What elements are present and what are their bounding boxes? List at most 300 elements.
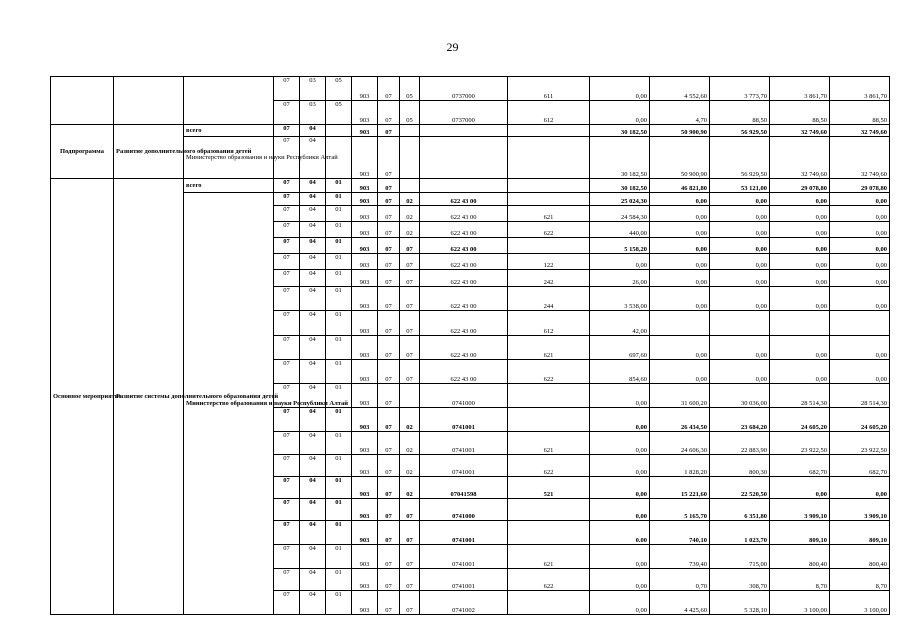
- code-cell: 07: [378, 360, 400, 384]
- amount-cell: 0,00: [770, 477, 830, 499]
- amount-cell: 3 100,00: [770, 591, 830, 615]
- amount-cell: 23 922,50: [830, 432, 890, 455]
- code-cell: 05: [400, 77, 420, 101]
- amount-cell: 0,00: [770, 336, 830, 360]
- amount-cell: [770, 311, 830, 336]
- code-cell: 04: [300, 455, 326, 477]
- code-cell: 0737000: [420, 77, 508, 101]
- code-cell: 612: [508, 311, 590, 336]
- code-cell: 07: [274, 545, 300, 569]
- code-cell: 903: [352, 408, 378, 432]
- code-cell: 07: [378, 287, 400, 311]
- code-cell: 0741001: [420, 432, 508, 455]
- amount-cell: 0,00: [830, 270, 890, 287]
- code-cell: [508, 499, 590, 521]
- code-cell: 04: [300, 569, 326, 591]
- code-cell: [420, 179, 508, 193]
- code-cell: 07: [378, 101, 400, 125]
- amount-cell: 0,00: [650, 206, 710, 222]
- code-cell: 0741002: [420, 591, 508, 615]
- code-cell: 07: [378, 222, 400, 238]
- amount-cell: 0,00: [770, 287, 830, 311]
- code-cell: 04: [300, 360, 326, 384]
- code-cell: 04: [300, 206, 326, 222]
- code-cell: 903: [352, 432, 378, 455]
- amount-cell: 682,70: [830, 455, 890, 477]
- code-cell: 622 43 00: [420, 222, 508, 238]
- amount-cell: 5 165,70: [650, 499, 710, 521]
- code-cell: 07: [274, 499, 300, 521]
- code-cell: 07: [378, 432, 400, 455]
- code-cell: [420, 125, 508, 137]
- code-cell: 903: [352, 455, 378, 477]
- code-cell: 07: [274, 179, 300, 193]
- code-cell: 622: [508, 222, 590, 238]
- code-cell: 07: [274, 125, 300, 137]
- code-cell: 01: [326, 521, 352, 545]
- code-cell: 04: [300, 336, 326, 360]
- code-cell: 04: [300, 238, 326, 254]
- amount-cell: 0,00: [830, 254, 890, 270]
- amount-cell: 740,10: [650, 521, 710, 545]
- code-cell: 01: [326, 311, 352, 336]
- amount-cell: [830, 311, 890, 336]
- amount-cell: 15 221,60: [650, 477, 710, 499]
- amount-cell: 0,00: [710, 193, 770, 206]
- code-cell: 612: [508, 101, 590, 125]
- code-cell: 07: [378, 311, 400, 336]
- code-cell: 07041598: [420, 477, 508, 499]
- code-cell: 02: [400, 455, 420, 477]
- code-cell: 622 43 00: [420, 336, 508, 360]
- amount-cell: 0,00: [650, 254, 710, 270]
- code-cell: 07: [274, 521, 300, 545]
- code-cell: 02: [400, 408, 420, 432]
- amount-cell: 0,00: [590, 591, 650, 615]
- code-cell: 07: [274, 238, 300, 254]
- code-cell: 02: [400, 222, 420, 238]
- code-cell: 01: [326, 432, 352, 455]
- code-cell: 07: [378, 336, 400, 360]
- amount-cell: 3 861,70: [830, 77, 890, 101]
- code-cell: 903: [352, 360, 378, 384]
- amount-cell: 0,00: [590, 477, 650, 499]
- code-cell: 07: [400, 569, 420, 591]
- amount-cell: 88,50: [830, 101, 890, 125]
- code-cell: 04: [300, 193, 326, 206]
- amount-cell: 0,00: [770, 270, 830, 287]
- code-cell: 07: [400, 311, 420, 336]
- code-cell: 04: [300, 222, 326, 238]
- code-cell: 01: [326, 499, 352, 521]
- amount-cell: 715,00: [710, 545, 770, 569]
- amount-cell: 0,00: [590, 408, 650, 432]
- ministry-label: Министерство образования и науки Республики Алтай: [184, 193, 274, 615]
- code-cell: 04: [300, 179, 326, 193]
- code-cell: 04: [300, 254, 326, 270]
- row-header-blank: [114, 77, 184, 125]
- code-cell: 07: [274, 77, 300, 101]
- amount-cell: [650, 311, 710, 336]
- amount-cell: 0,00: [590, 569, 650, 591]
- amount-cell: 31 600,20: [650, 384, 710, 408]
- code-cell: [326, 125, 352, 137]
- code-cell: 07: [400, 254, 420, 270]
- code-cell: [508, 408, 590, 432]
- code-cell: 07: [274, 432, 300, 455]
- amount-cell: 4,70: [650, 101, 710, 125]
- amount-cell: 23 684,20: [710, 408, 770, 432]
- code-cell: 903: [352, 545, 378, 569]
- amount-cell: 809,10: [830, 521, 890, 545]
- code-cell: 07: [274, 311, 300, 336]
- code-cell: 903: [352, 521, 378, 545]
- code-cell: 903: [352, 222, 378, 238]
- code-cell: 622: [508, 569, 590, 591]
- code-cell: [420, 137, 508, 179]
- code-cell: 622 43 00: [420, 287, 508, 311]
- code-cell: 01: [326, 287, 352, 311]
- amount-cell: 0,00: [590, 254, 650, 270]
- code-cell: 903: [352, 193, 378, 206]
- code-cell: [400, 179, 420, 193]
- amount-cell: 0,00: [770, 222, 830, 238]
- code-cell: 07: [378, 499, 400, 521]
- amount-cell: 3 909,10: [770, 499, 830, 521]
- code-cell: 01: [326, 384, 352, 408]
- code-cell: 621: [508, 336, 590, 360]
- amount-cell: 42,00: [590, 311, 650, 336]
- code-cell: 903: [352, 569, 378, 591]
- code-cell: 02: [400, 432, 420, 455]
- amount-cell: 0,00: [830, 477, 890, 499]
- row-header-blank: [184, 77, 274, 125]
- code-cell: 07: [400, 545, 420, 569]
- code-cell: 07: [274, 360, 300, 384]
- amount-cell: 0,00: [770, 254, 830, 270]
- code-cell: 122: [508, 254, 590, 270]
- code-cell: 07: [274, 287, 300, 311]
- code-cell: 903: [352, 270, 378, 287]
- amount-cell: 0,00: [710, 270, 770, 287]
- amount-cell: 24 584,30: [590, 206, 650, 222]
- amount-cell: 88,50: [710, 101, 770, 125]
- code-cell: 04: [300, 270, 326, 287]
- code-cell: 04: [300, 137, 326, 179]
- code-cell: 07: [378, 125, 400, 137]
- amount-cell: 23 922,50: [770, 432, 830, 455]
- code-cell: 521: [508, 477, 590, 499]
- code-cell: 07: [378, 455, 400, 477]
- code-cell: 01: [326, 569, 352, 591]
- amount-cell: 30 182,50: [590, 137, 650, 179]
- amount-cell: 29 078,80: [830, 179, 890, 193]
- code-cell: 07: [378, 254, 400, 270]
- amount-cell: 32 749,60: [830, 137, 890, 179]
- table-row: [51, 77, 890, 101]
- amount-cell: 0,00: [830, 360, 890, 384]
- code-cell: 903: [352, 311, 378, 336]
- code-cell: [508, 521, 590, 545]
- amount-cell: 50 900,90: [650, 137, 710, 179]
- amount-cell: 809,10: [770, 521, 830, 545]
- code-cell: 04: [300, 125, 326, 137]
- amount-cell: 0,00: [590, 545, 650, 569]
- amount-cell: 24 605,20: [770, 408, 830, 432]
- code-cell: 244: [508, 287, 590, 311]
- amount-cell: 0,00: [590, 499, 650, 521]
- amount-cell: 739,40: [650, 545, 710, 569]
- code-cell: 07: [400, 360, 420, 384]
- code-cell: 01: [326, 222, 352, 238]
- code-cell: 07: [378, 77, 400, 101]
- amount-cell: 0,00: [650, 336, 710, 360]
- code-cell: 01: [326, 591, 352, 615]
- code-cell: 0741001: [420, 569, 508, 591]
- code-cell: 07: [274, 569, 300, 591]
- amount-cell: 0,00: [590, 455, 650, 477]
- code-cell: 07: [400, 521, 420, 545]
- code-cell: 07: [378, 384, 400, 408]
- code-cell: 01: [326, 408, 352, 432]
- amount-cell: 0,00: [770, 193, 830, 206]
- code-cell: 903: [352, 287, 378, 311]
- amount-cell: 4 552,60: [650, 77, 710, 101]
- code-cell: 04: [300, 545, 326, 569]
- code-cell: 01: [326, 254, 352, 270]
- code-cell: 903: [352, 254, 378, 270]
- code-cell: 0741001: [420, 455, 508, 477]
- code-cell: 04: [300, 408, 326, 432]
- amount-cell: 28 514,30: [770, 384, 830, 408]
- total-label: всего: [184, 179, 274, 193]
- amount-cell: 25 024,30: [590, 193, 650, 206]
- code-cell: 07: [274, 193, 300, 206]
- amount-cell: 0,00: [710, 238, 770, 254]
- code-cell: 07: [400, 238, 420, 254]
- code-cell: 903: [352, 384, 378, 408]
- code-cell: 07: [400, 499, 420, 521]
- amount-cell: 0,00: [650, 287, 710, 311]
- code-cell: 01: [326, 455, 352, 477]
- code-cell: 03: [300, 77, 326, 101]
- main-event-label: Основное мероприятие: [51, 179, 114, 615]
- amount-cell: 0,00: [830, 206, 890, 222]
- code-cell: 07: [400, 336, 420, 360]
- amount-cell: 3 909,10: [830, 499, 890, 521]
- code-cell: 02: [400, 206, 420, 222]
- amount-cell: 0,00: [830, 287, 890, 311]
- code-cell: 07: [378, 238, 400, 254]
- code-cell: 04: [300, 591, 326, 615]
- amount-cell: 5 158,20: [590, 238, 650, 254]
- code-cell: 07: [400, 591, 420, 615]
- amount-cell: 6 351,80: [710, 499, 770, 521]
- code-cell: 07: [274, 384, 300, 408]
- code-cell: 621: [508, 432, 590, 455]
- code-cell: 01: [326, 336, 352, 360]
- code-cell: 01: [326, 238, 352, 254]
- code-cell: 07: [274, 206, 300, 222]
- code-cell: 0737000: [420, 101, 508, 125]
- amount-cell: 800,40: [830, 545, 890, 569]
- code-cell: 621: [508, 545, 590, 569]
- amount-cell: 32 749,60: [770, 137, 830, 179]
- amount-cell: 8,70: [770, 569, 830, 591]
- amount-cell: 88,50: [770, 101, 830, 125]
- code-cell: 0741001: [420, 545, 508, 569]
- amount-cell: 697,60: [590, 336, 650, 360]
- code-cell: 07: [378, 137, 400, 179]
- code-cell: 07: [378, 591, 400, 615]
- amount-cell: 0,00: [590, 77, 650, 101]
- code-cell: 242: [508, 270, 590, 287]
- table-row: [51, 125, 890, 137]
- code-cell: 07: [400, 270, 420, 287]
- code-cell: [508, 125, 590, 137]
- amount-cell: 4 425,60: [650, 591, 710, 615]
- code-cell: 07: [378, 270, 400, 287]
- code-cell: 0741001: [420, 521, 508, 545]
- code-cell: [508, 384, 590, 408]
- amount-cell: [710, 311, 770, 336]
- code-cell: [400, 384, 420, 408]
- amount-cell: 0,00: [590, 432, 650, 455]
- subprogram-label: Подпрограмма: [51, 125, 114, 179]
- amount-cell: 56 929,50: [710, 125, 770, 137]
- amount-cell: 3 773,70: [710, 77, 770, 101]
- amount-cell: 26 434,50: [650, 408, 710, 432]
- code-cell: 07: [378, 521, 400, 545]
- amount-cell: 56 929,50: [710, 137, 770, 179]
- amount-cell: 28 514,30: [830, 384, 890, 408]
- code-cell: 622 43 00: [420, 206, 508, 222]
- code-cell: 01: [326, 270, 352, 287]
- amount-cell: 440,00: [590, 222, 650, 238]
- amount-cell: 8,70: [830, 569, 890, 591]
- code-cell: 903: [352, 591, 378, 615]
- code-cell: 903: [352, 499, 378, 521]
- amount-cell: 0,00: [590, 101, 650, 125]
- code-cell: 903: [352, 137, 378, 179]
- code-cell: 07: [378, 545, 400, 569]
- amount-cell: 308,70: [710, 569, 770, 591]
- code-cell: 07: [274, 101, 300, 125]
- code-cell: 07: [378, 179, 400, 193]
- code-cell: 02: [400, 477, 420, 499]
- code-cell: 903: [352, 206, 378, 222]
- code-cell: 01: [326, 179, 352, 193]
- amount-cell: 0,00: [650, 270, 710, 287]
- code-cell: 05: [326, 77, 352, 101]
- amount-cell: 29 078,80: [770, 179, 830, 193]
- code-cell: 07: [274, 270, 300, 287]
- code-cell: 07: [274, 591, 300, 615]
- page-number: 29: [446, 40, 459, 54]
- amount-cell: 30 182,50: [590, 179, 650, 193]
- code-cell: 622: [508, 360, 590, 384]
- code-cell: 903: [352, 125, 378, 137]
- amount-cell: 0,00: [710, 222, 770, 238]
- amount-cell: 3 861,70: [770, 77, 830, 101]
- amount-cell: 0,00: [830, 336, 890, 360]
- code-cell: 01: [326, 206, 352, 222]
- amount-cell: 22 883,90: [710, 432, 770, 455]
- amount-cell: 682,70: [770, 455, 830, 477]
- amount-cell: 0,00: [650, 222, 710, 238]
- amount-cell: 32 749,60: [770, 125, 830, 137]
- code-cell: [508, 591, 590, 615]
- code-cell: 01: [326, 193, 352, 206]
- code-cell: 07: [400, 287, 420, 311]
- amount-cell: 46 821,80: [650, 179, 710, 193]
- code-cell: 622 43 00: [420, 311, 508, 336]
- amount-cell: 24 605,20: [830, 408, 890, 432]
- code-cell: 01: [326, 360, 352, 384]
- amount-cell: 800,30: [710, 455, 770, 477]
- amount-cell: 50 900,90: [650, 125, 710, 137]
- subprogram-name: Развитие дополнительного образования детей: [114, 125, 184, 179]
- amount-cell: 0,00: [710, 254, 770, 270]
- amount-cell: 0,00: [710, 206, 770, 222]
- code-cell: 07: [378, 193, 400, 206]
- amount-cell: 0,00: [830, 193, 890, 206]
- amount-cell: 5 328,10: [710, 591, 770, 615]
- code-cell: [400, 137, 420, 179]
- budget-table: [50, 76, 890, 615]
- code-cell: 622 43 00: [420, 270, 508, 287]
- amount-cell: 26,00: [590, 270, 650, 287]
- code-cell: 04: [300, 477, 326, 499]
- amount-cell: 0,00: [650, 193, 710, 206]
- code-cell: [508, 238, 590, 254]
- code-cell: 903: [352, 77, 378, 101]
- code-cell: [400, 125, 420, 137]
- amount-cell: 1 828,20: [650, 455, 710, 477]
- code-cell: 621: [508, 206, 590, 222]
- code-cell: 01: [326, 545, 352, 569]
- code-cell: 622 43 00: [420, 254, 508, 270]
- code-cell: 903: [352, 179, 378, 193]
- amount-cell: 30 182,50: [590, 125, 650, 137]
- code-cell: 07: [274, 222, 300, 238]
- amount-cell: 0,00: [830, 222, 890, 238]
- code-cell: 05: [400, 101, 420, 125]
- code-cell: 04: [300, 384, 326, 408]
- code-cell: 903: [352, 477, 378, 499]
- amount-cell: 0,00: [770, 206, 830, 222]
- code-cell: [508, 179, 590, 193]
- code-cell: 04: [300, 311, 326, 336]
- amount-cell: 0,70: [650, 569, 710, 591]
- table-row: [51, 179, 890, 193]
- amount-cell: 0.00: [590, 521, 650, 545]
- code-cell: 903: [352, 238, 378, 254]
- code-cell: 04: [300, 287, 326, 311]
- amount-cell: 0,00: [650, 238, 710, 254]
- amount-cell: 854,60: [590, 360, 650, 384]
- code-cell: 04: [300, 499, 326, 521]
- code-cell: 02: [400, 193, 420, 206]
- amount-cell: 0,00: [650, 360, 710, 384]
- amount-cell: 0,00: [590, 384, 650, 408]
- code-cell: 611: [508, 77, 590, 101]
- amount-cell: 0,00: [830, 238, 890, 254]
- code-cell: 622 43 00: [420, 193, 508, 206]
- code-cell: [508, 137, 590, 179]
- code-cell: 07: [274, 408, 300, 432]
- amount-cell: 3 100,00: [830, 591, 890, 615]
